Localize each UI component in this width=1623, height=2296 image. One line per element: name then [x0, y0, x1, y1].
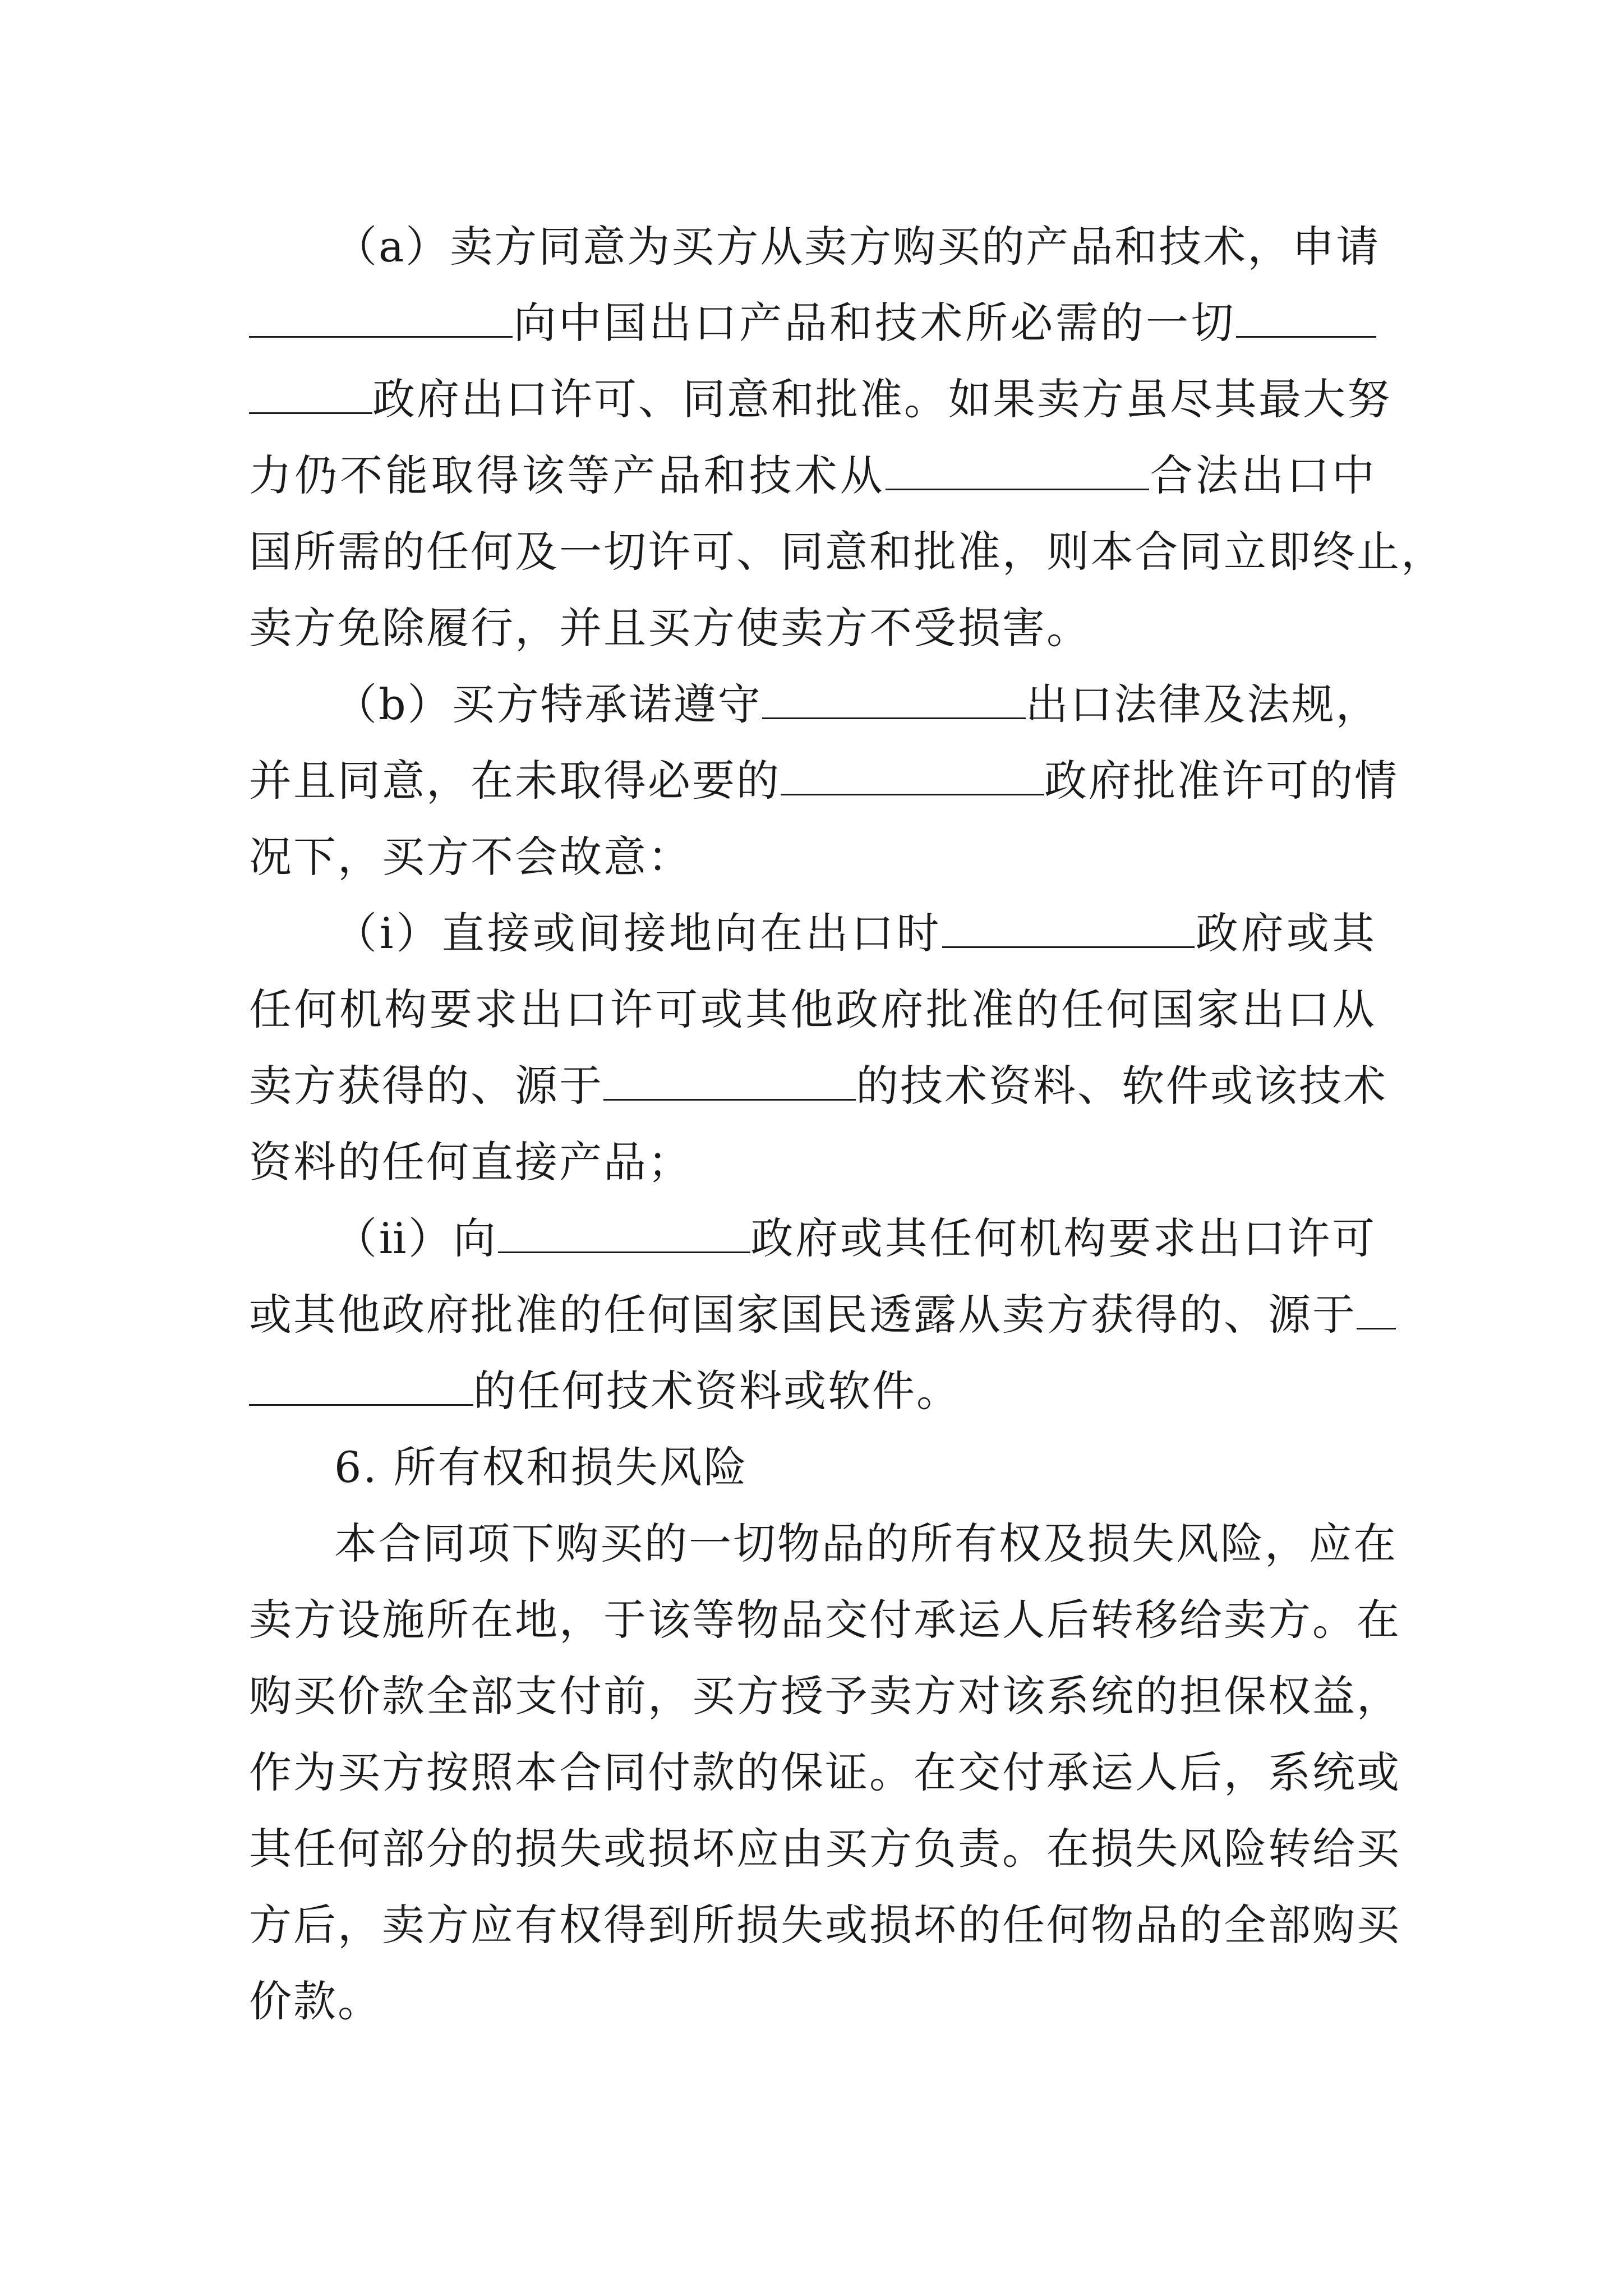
clause-i-label: （ⅰ） — [334, 908, 442, 958]
section-6-line-5: 其任何部分的损失或损坏应由买方负责。在损失风险转给买 — [249, 1824, 1401, 1874]
clause-a-line-6: 卖方免除履行，并且买方使卖方不受损害。 — [249, 603, 1091, 653]
clause-a-line-5: 国所需的任何及一切许可、同意和批准，则本合同立即终止， — [249, 527, 1445, 577]
clause-ii-label: （ⅱ） — [334, 1213, 453, 1263]
clause-i-line-2: 任何机构要求出口许可或其他政府批准的任何国家出口从 — [249, 984, 1376, 1034]
clause-i-line-3: 卖方获得的、源于 的技术资料、软件或该技术 — [249, 1061, 1387, 1111]
clause-ii-line-2: 或其他政府批准的任何国家国民透露从卖方获得的、源于 — [249, 1277, 1376, 1353]
blank-field[interactable] — [498, 1217, 750, 1253]
blank-field[interactable] — [1357, 1293, 1396, 1329]
clause-i-line-4: 资料的任何直接产品； — [249, 1137, 692, 1187]
clause-b-line-3: 况下，买方不会故意： — [249, 832, 692, 882]
blank-field[interactable] — [249, 301, 513, 338]
clause-ii-line-3: 的任何技术资料或软件。 — [249, 1353, 1376, 1429]
section-6-line-3: 购买价款全部支付前，买方授予卖方对该系统的担保权益， — [249, 1671, 1401, 1721]
blank-field[interactable] — [603, 1064, 856, 1101]
clause-b-label: （b） — [334, 679, 452, 729]
blank-field[interactable] — [1236, 301, 1376, 338]
clause-i-line-1: （ⅰ）直接或间接地向在出口时 政府或其 — [334, 908, 1376, 958]
section-6-line-7: 价款。 — [249, 1976, 382, 2026]
clause-a-label: （a） — [334, 222, 450, 272]
blank-field[interactable] — [762, 683, 1026, 719]
clause-b-line-1: （b）买方特承诺遵守 出口法律及法规， — [334, 679, 1380, 729]
section-6-line-1: 本合同项下购买的一切物品的所有权及损失风险，应在 — [334, 1519, 1398, 1568]
section-6-line-2: 卖方设施所在地，于该等物品交付承运人后转移给卖方。在 — [249, 1595, 1401, 1645]
blank-field[interactable] — [781, 759, 1044, 795]
blank-field[interactable] — [886, 454, 1149, 490]
clause-b-line-2: 并且同意，在未取得必要的 政府批准许可的情 — [249, 756, 1399, 806]
section-6-line-6: 方后，卖方应有权得到所损失或损坏的任何物品的全部购买 — [249, 1900, 1401, 1950]
clause-ii-line-1: （ⅱ）向 政府或其任何机构要求出口许可 — [334, 1213, 1376, 1263]
section-6-line-4: 作为买方按照本合同付款的保证。在交付承运人后，系统或 — [249, 1747, 1401, 1797]
clause-a-line-3: 政府出口许可、同意和批准。如果卖方虽尽其最大努 — [249, 361, 1376, 438]
clause-a-line-4: 力仍不能取得该等产品和技术从 合法出口中 — [249, 450, 1377, 500]
blank-field[interactable] — [249, 1369, 473, 1406]
blank-field[interactable] — [942, 912, 1195, 948]
clause-a-line-2: 向中国出口产品和技术所必需的一切 — [249, 285, 1376, 361]
section-6-heading: 6. 所有权和损失风险 — [334, 1442, 748, 1492]
clause-a-line-1: （a）卖方同意为买方从卖方购买的产品和技术，申请 — [334, 222, 1381, 272]
contract-body — [249, 209, 1445, 2040]
blank-field[interactable] — [249, 378, 372, 414]
